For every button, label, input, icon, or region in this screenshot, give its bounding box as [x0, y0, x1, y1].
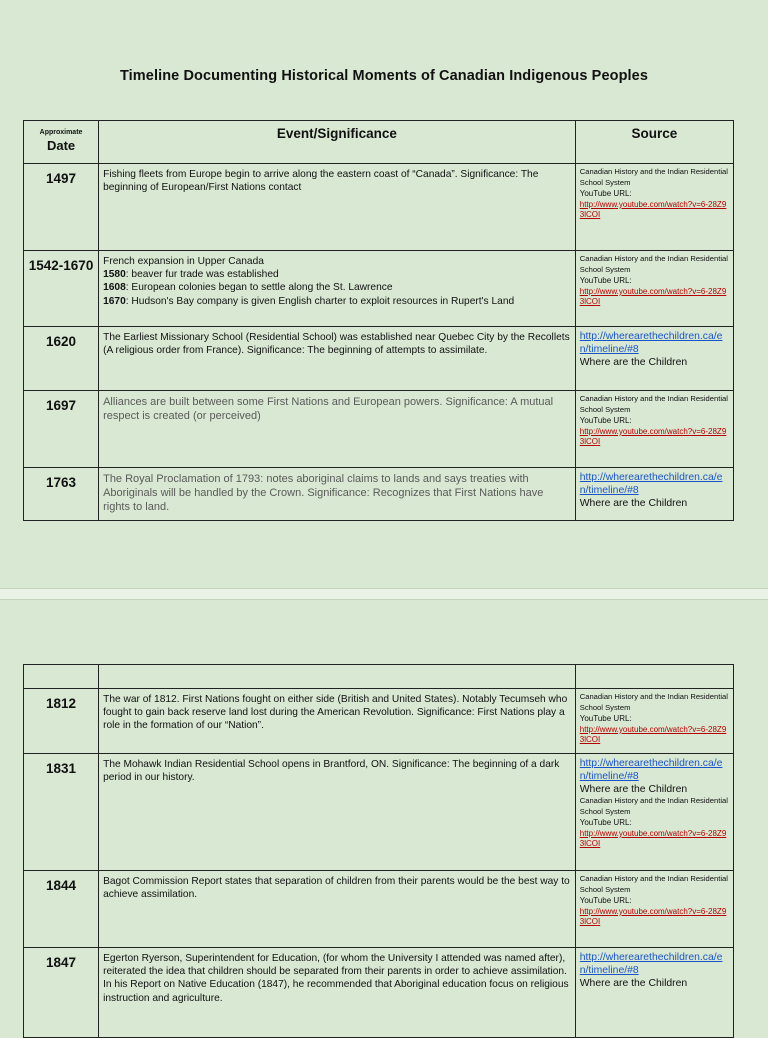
row-event: Egerton Ryerson, Superintendent for Education, (for whom the University I attended was named after), reiterated the idea that children should be separated from their parents in order to achieve assimilation. In his Report on Native Education (1847), he recommended that Aboriginal education focus on religious instruction and agriculture.	[99, 948, 576, 1038]
source-name: Where are the Children	[579, 498, 688, 509]
source-name: Where are the Children	[579, 784, 688, 795]
row-event: The Mohawk Indian Residential School opens in Brantford, ON. Significance: The beginning of a dark period in our history.	[99, 754, 576, 871]
table-row	[24, 754, 734, 871]
youtube-label: YouTube URL:	[579, 714, 632, 724]
table-row	[24, 468, 734, 521]
event-line: French expansion in Upper Canada	[103, 256, 264, 267]
empty-header-cell	[99, 665, 576, 689]
empty-header-cell	[575, 665, 733, 689]
row-source	[575, 948, 733, 1038]
wherearethechildren-link[interactable]: http://wherearethechildren.ca/en/timeline/#8	[579, 331, 723, 355]
row-date: 1497	[24, 164, 99, 251]
row-source	[575, 391, 733, 468]
source-title: Canadian History and the Indian Residential School System	[579, 874, 728, 894]
timeline-table-1	[23, 120, 734, 521]
row-date: 1697	[24, 391, 99, 468]
header-approximate: Approximate	[39, 129, 83, 136]
youtube-link[interactable]: http://www.youtube.com/watch?v=6-28Z93lCOI	[579, 906, 727, 927]
row-event: The Royal Proclamation of 1793: notes aboriginal claims to lands and says treaties with Aboriginals will be handled by the Crown. Significance: Recognizes that First Nations have rights to land.	[99, 468, 576, 521]
row-event: The war of 1812. First Nations fought on either side (British and United States). Notably Tecumseh who fought to gain back reserve land lost during the American Revolution. Significance: First Nations play a role in the formation of our “Nation”.	[99, 689, 576, 754]
source-title: Canadian History and the Indian Residential School System	[579, 394, 728, 414]
table-row	[24, 251, 734, 327]
row-source	[575, 164, 733, 251]
event-year: 1608	[103, 282, 126, 294]
row-date: 1831	[24, 754, 99, 871]
wherearethechildren-link[interactable]: http://wherearethechildren.ca/en/timeline/#8	[579, 758, 723, 782]
event-text: : Hudson's Bay company is given English charter to exploit resources in Rupert's Land	[125, 295, 515, 307]
row-source	[575, 754, 733, 871]
row-event	[99, 251, 576, 327]
table-row	[24, 164, 734, 251]
source-title: Canadian History and the Indian Residential School System	[579, 167, 728, 187]
page-break	[0, 588, 768, 600]
youtube-link[interactable]: http://www.youtube.com/watch?v=6-28Z93lCOI	[579, 724, 727, 745]
source-title: Canadian History and the Indian Residential School System	[579, 796, 728, 816]
youtube-label: YouTube URL:	[579, 896, 632, 906]
youtube-label: YouTube URL:	[579, 818, 632, 828]
row-event: The Earliest Missionary School (Residential School) was established near Quebec City by the Recollets (A religious order from France). Significance: The beginning of attempts to assimilate.	[99, 327, 576, 391]
wherearethechildren-link[interactable]: http://wherearethechildren.ca/en/timeline/#8	[579, 952, 723, 976]
header-date-cell	[24, 121, 99, 164]
row-event: Fishing fleets from Europe begin to arrive along the eastern coast of “Canada”. Significance: The beginning of European/First Nations contact	[99, 164, 576, 251]
table-header-row	[24, 665, 734, 689]
event-text: : European colonies began to settle along the St. Lawrence	[125, 282, 393, 294]
page-2	[0, 600, 768, 1024]
source-name: Where are the Children	[579, 978, 688, 989]
table-row	[24, 327, 734, 391]
row-source	[575, 871, 733, 948]
youtube-link[interactable]: http://www.youtube.com/watch?v=6-28Z93lCOI	[579, 828, 727, 849]
header-source: Source	[575, 121, 733, 164]
empty-header-cell	[24, 665, 99, 689]
row-source	[575, 689, 733, 754]
row-date: 1542-1670	[24, 251, 99, 327]
row-event: Bagot Commission Report states that separation of children from their parents would be the best way to achieve assimilation.	[99, 871, 576, 948]
source-title: Canadian History and the Indian Residential School System	[579, 254, 728, 274]
event-text: : beaver fur trade was established	[125, 269, 279, 281]
header-event: Event/Significance	[99, 121, 576, 164]
document-title: Timeline Documenting Historical Moments of Canadian Indigenous Peoples	[119, 68, 648, 84]
row-date: 1847	[24, 948, 99, 1038]
table-row	[24, 948, 734, 1038]
header-date: Date	[46, 138, 76, 153]
event-line	[103, 281, 571, 294]
row-event: Alliances are built between some First Nations and European powers. Significance: A mutual respect is created (or perceived)	[99, 391, 576, 468]
timeline-table-2	[23, 664, 734, 1038]
row-source	[575, 468, 733, 521]
row-date: 1812	[24, 689, 99, 754]
youtube-label: YouTube URL:	[579, 276, 632, 286]
source-title: Canadian History and the Indian Residential School System	[579, 692, 728, 712]
youtube-link[interactable]: http://www.youtube.com/watch?v=6-28Z93lCOI	[579, 286, 727, 307]
row-source	[575, 327, 733, 391]
row-date: 1844	[24, 871, 99, 948]
table-header-row	[24, 121, 734, 164]
table-row	[24, 871, 734, 948]
row-date: 1620	[24, 327, 99, 391]
event-year: 1670	[103, 295, 126, 307]
row-date: 1763	[24, 468, 99, 521]
youtube-label: YouTube URL:	[579, 416, 632, 426]
wherearethechildren-link[interactable]: http://wherearethechildren.ca/en/timeline/#8	[579, 472, 723, 496]
table-row	[24, 689, 734, 754]
youtube-link[interactable]: http://www.youtube.com/watch?v=6-28Z93lCOI	[579, 199, 727, 220]
row-source	[575, 251, 733, 327]
youtube-link[interactable]: http://www.youtube.com/watch?v=6-28Z93lCOI	[579, 426, 727, 447]
source-name: Where are the Children	[579, 357, 688, 368]
table-row	[24, 391, 734, 468]
event-line	[103, 295, 571, 308]
youtube-label: YouTube URL:	[579, 189, 632, 199]
event-year: 1580	[103, 269, 126, 281]
event-line	[103, 268, 571, 281]
